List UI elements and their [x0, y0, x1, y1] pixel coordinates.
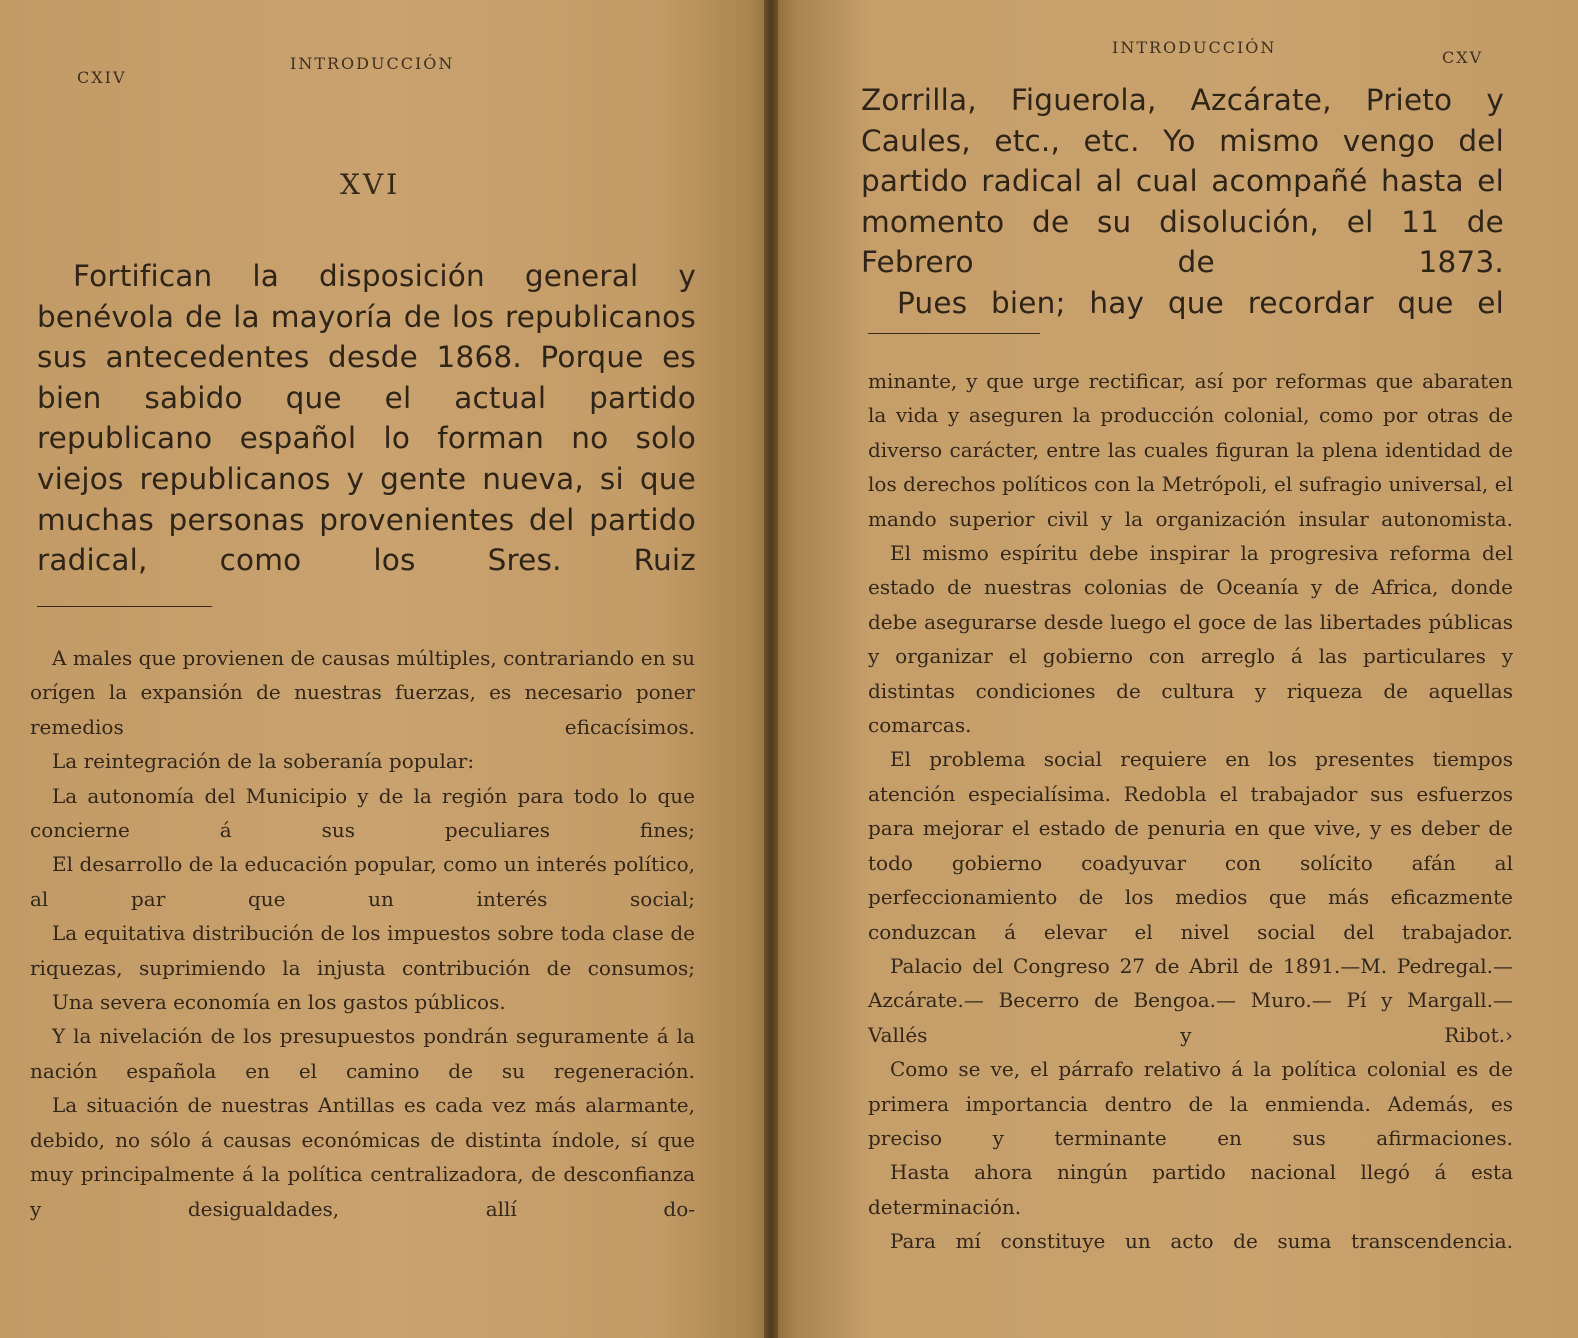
main-paragraph: Fortifican la disposición general y benévola de la mayoría de los republicanos sus antecedentes desde 1868. Porque es bien sabido que el actual partido republicano español lo forman no solo viejos republicanos y gente nueva, si que muchas personas provenientes del partido radical, como los Sres. Ruiz: [37, 259, 696, 578]
page-number: CXV: [1442, 48, 1484, 67]
footnote-paragraph: minante, y que urge rectificar, así por reformas que abaraten la vida y aseguren la producción colonial, como por otras de diverso carácter, entre las cuales figuran la plena identidad de los derechos políticos con la Metrópoli, el sufragio universal, el mando superior civil y la organización insular autonomista.: [868, 369, 1513, 531]
book-gutter: [764, 0, 778, 1338]
footnote-paragraph: A males que provienen de causas múltiples, contrariando en su orígen la expansión de nuestras fuerzas, es necesario poner remedios eficacísimos.: [30, 646, 695, 739]
footnote-paragraph: La situación de nuestras Antillas es cada vez más alarmante, debido, no sólo á causas económicas de distinta índole, sí que muy principalmente á la política centralizadora, de desconfianza y desigualdades, allí do-: [30, 1093, 695, 1221]
main-paragraph: Zorrilla, Figuerola, Azcárate, Prieto y Caules, etc., etc. Yo mismo vengo del partido radical al cual acompañé hasta el momento de su disolución, el 11 de Febrero de 1873.: [861, 83, 1504, 280]
footnote: [30, 641, 695, 1226]
footnote-paragraph: Una severa economía en los gastos públicos.: [52, 990, 506, 1015]
page-number: CXIV: [77, 68, 127, 87]
footnote-paragraph: Hasta ahora ningún partido nacional llegó á esta determinación.: [868, 1160, 1513, 1219]
footnote-paragraph: La equitativa distribución de los impuestos sobre toda clase de riquezas, suprimiendo la injusta contribución de consumos;: [30, 921, 695, 980]
footnote-paragraph: El mismo espíritu debe inspirar la progresiva reforma del estado de nuestras colonias de Oceanía y de Africa, donde debe asegurarse desde luego el goce de las libertades públicas y organizar el gobierno con arreglo á las particulares y distintas condiciones de cultura y riqueza de aquellas comarcas.: [868, 541, 1513, 738]
chapter-number: XVI: [340, 168, 401, 201]
main-paragraph: Pues bien; hay que recordar que el: [897, 285, 1504, 320]
left-page: [0, 0, 772, 1338]
footnote-paragraph: El problema social requiere en los presentes tiempos atención especialísima. Redobla el trabajador sus esfuerzos para mejorar el estado de penuria en que vive, y es deber de todo gobierno coadyuvar con solícito afán al perfeccionamiento de los medios que más eficazmente conduzcan á elevar el nivel social del trabajador.: [868, 747, 1513, 944]
main-text: [37, 256, 696, 581]
footnote-paragraph: La reintegración de la soberanía popular:: [52, 749, 475, 774]
footnote-rule: [868, 333, 1040, 334]
footnote-paragraph: El desarrollo de la educación popular, como un interés político, al par que un interés social;: [30, 852, 695, 911]
footnote: [868, 364, 1513, 1259]
footnote-paragraph: Y la nivelación de los presupuestos pondrán seguramente á la nación española en el camino de su regeneración.: [30, 1024, 695, 1083]
right-page: [772, 0, 1578, 1338]
footnote-paragraph: Como se ve, el párrafo relativo á la política colonial es de primera importancia dentro de la enmienda. Además, es preciso y terminante en sus afirmaciones.: [868, 1057, 1513, 1150]
footnote-paragraph: Para mí constituye un acto de suma transcendencia.: [890, 1229, 1513, 1254]
running-head: INTRODUCCIÓN: [290, 54, 455, 73]
running-head: INTRODUCCIÓN: [1112, 38, 1277, 57]
footnote-rule: [37, 606, 212, 607]
main-text: [861, 80, 1504, 324]
footnote-paragraph: Palacio del Congreso 27 de Abril de 1891.—M. Pedregal.— Azcárate.— Becerro de Bengoa.— Muro.— Pí y Margall.—Vallés y Ribot.›: [868, 953, 1513, 1047]
footnote-paragraph: La autonomía del Municipio y de la región para todo lo que concierne á sus peculiares fines;: [30, 783, 695, 843]
